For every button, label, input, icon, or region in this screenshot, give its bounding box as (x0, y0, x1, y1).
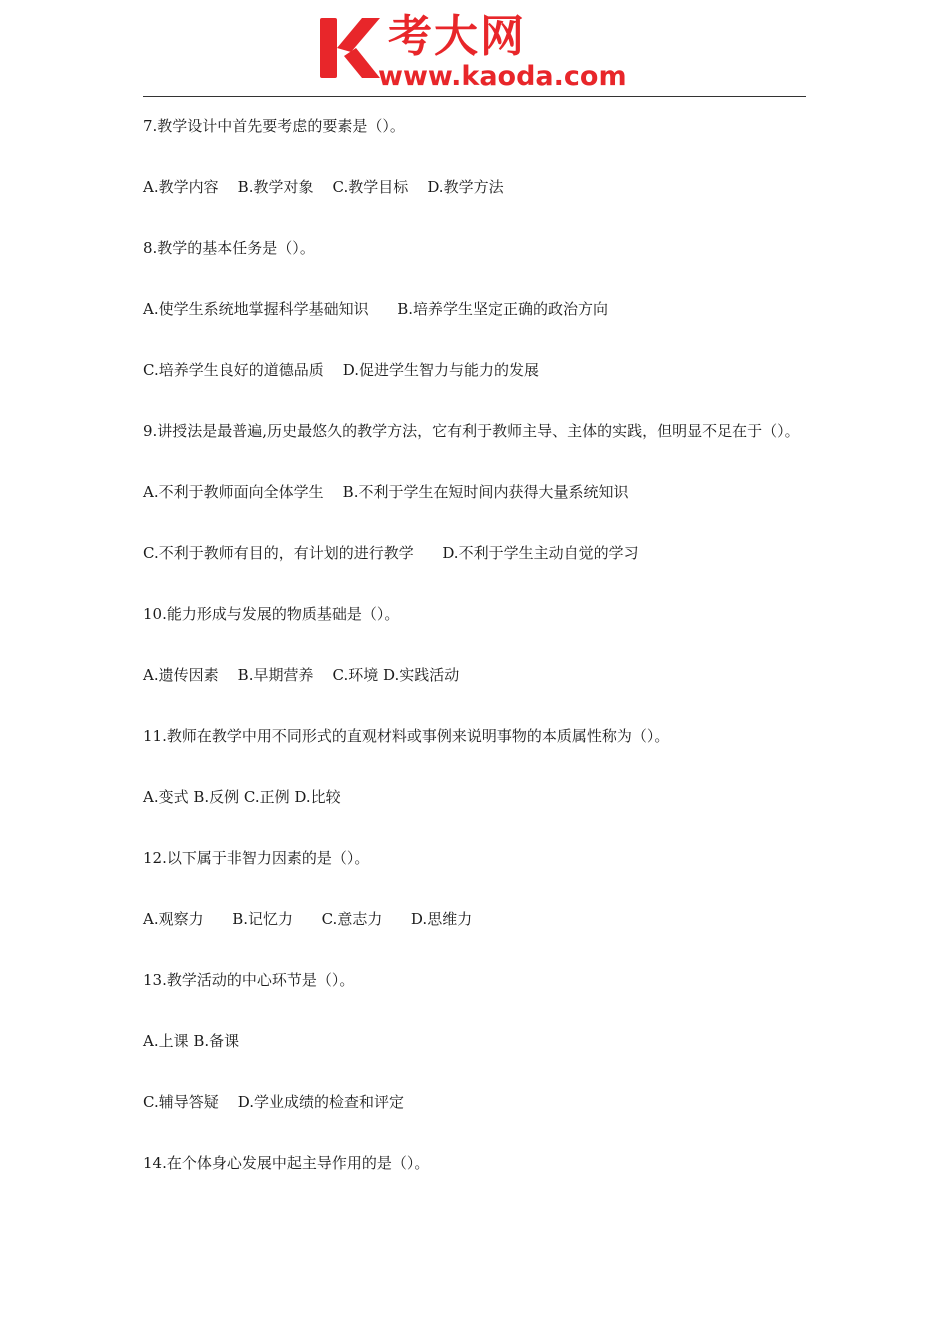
question-11-options: A.变式 B.反例 C.正例 D.比较 (143, 788, 341, 806)
question-13-options-ab: A.上课 B.备课 (143, 1032, 240, 1050)
question-8-options-ab: A.使学生系统地掌握科学基础知识 B.培养学生坚定正确的政治方向 (143, 300, 609, 318)
question-9-options-cd: C.不利于教师有目的，有计划的进行教学 D.不利于学生主动自觉的学习 (143, 544, 639, 562)
header-divider (143, 96, 806, 97)
question-11: 11.教师在教学中用不同形式的直观材料或事例来说明事物的本质属性称为（）。 (143, 727, 670, 745)
question-7-options: A.教学内容 B.教学对象 C.教学目标 D.教学方法 (143, 178, 504, 196)
question-10-options: A.遗传因素 B.早期营养 C.环境 D.实践活动 (143, 666, 460, 684)
question-14: 14.在个体身心发展中起主导作用的是（）。 (143, 1154, 430, 1172)
question-content (143, 116, 807, 1214)
question-8-options-cd: C.培养学生良好的道德品质 D.促进学生智力与能力的发展 (143, 361, 540, 379)
logo-url-text: www.kaoda.com (378, 61, 627, 90)
question-12: 12.以下属于非智力因素的是（）。 (143, 849, 370, 867)
question-9-options-ab: A.不利于教师面向全体学生 B.不利于学生在短时间内获得大量系统知识 (143, 483, 629, 501)
kaoda-logo-mark (318, 8, 638, 90)
logo-cn-text: 考大网 (388, 11, 526, 62)
question-13-options-cd: C.辅导答疑 D.学业成绩的检查和评定 (143, 1093, 405, 1111)
question-8: 8.教学的基本任务是（）。 (143, 239, 315, 257)
question-7: 7.教学设计中首先要考虑的要素是（）。 (143, 117, 405, 135)
question-12-options: A.观察力 B.记忆力 C.意志力 D.思维力 (143, 910, 473, 928)
question-13: 13.教学活动的中心环节是（）。 (143, 971, 355, 989)
question-10: 10.能力形成与发展的物质基础是（）。 (143, 605, 400, 623)
question-9: 9.讲授法是最普遍,历史最悠久的教学方法，它有利于教师主导、主体的实践，但明显不足在于（）。 (143, 422, 800, 440)
kaoda-logo (318, 8, 638, 90)
